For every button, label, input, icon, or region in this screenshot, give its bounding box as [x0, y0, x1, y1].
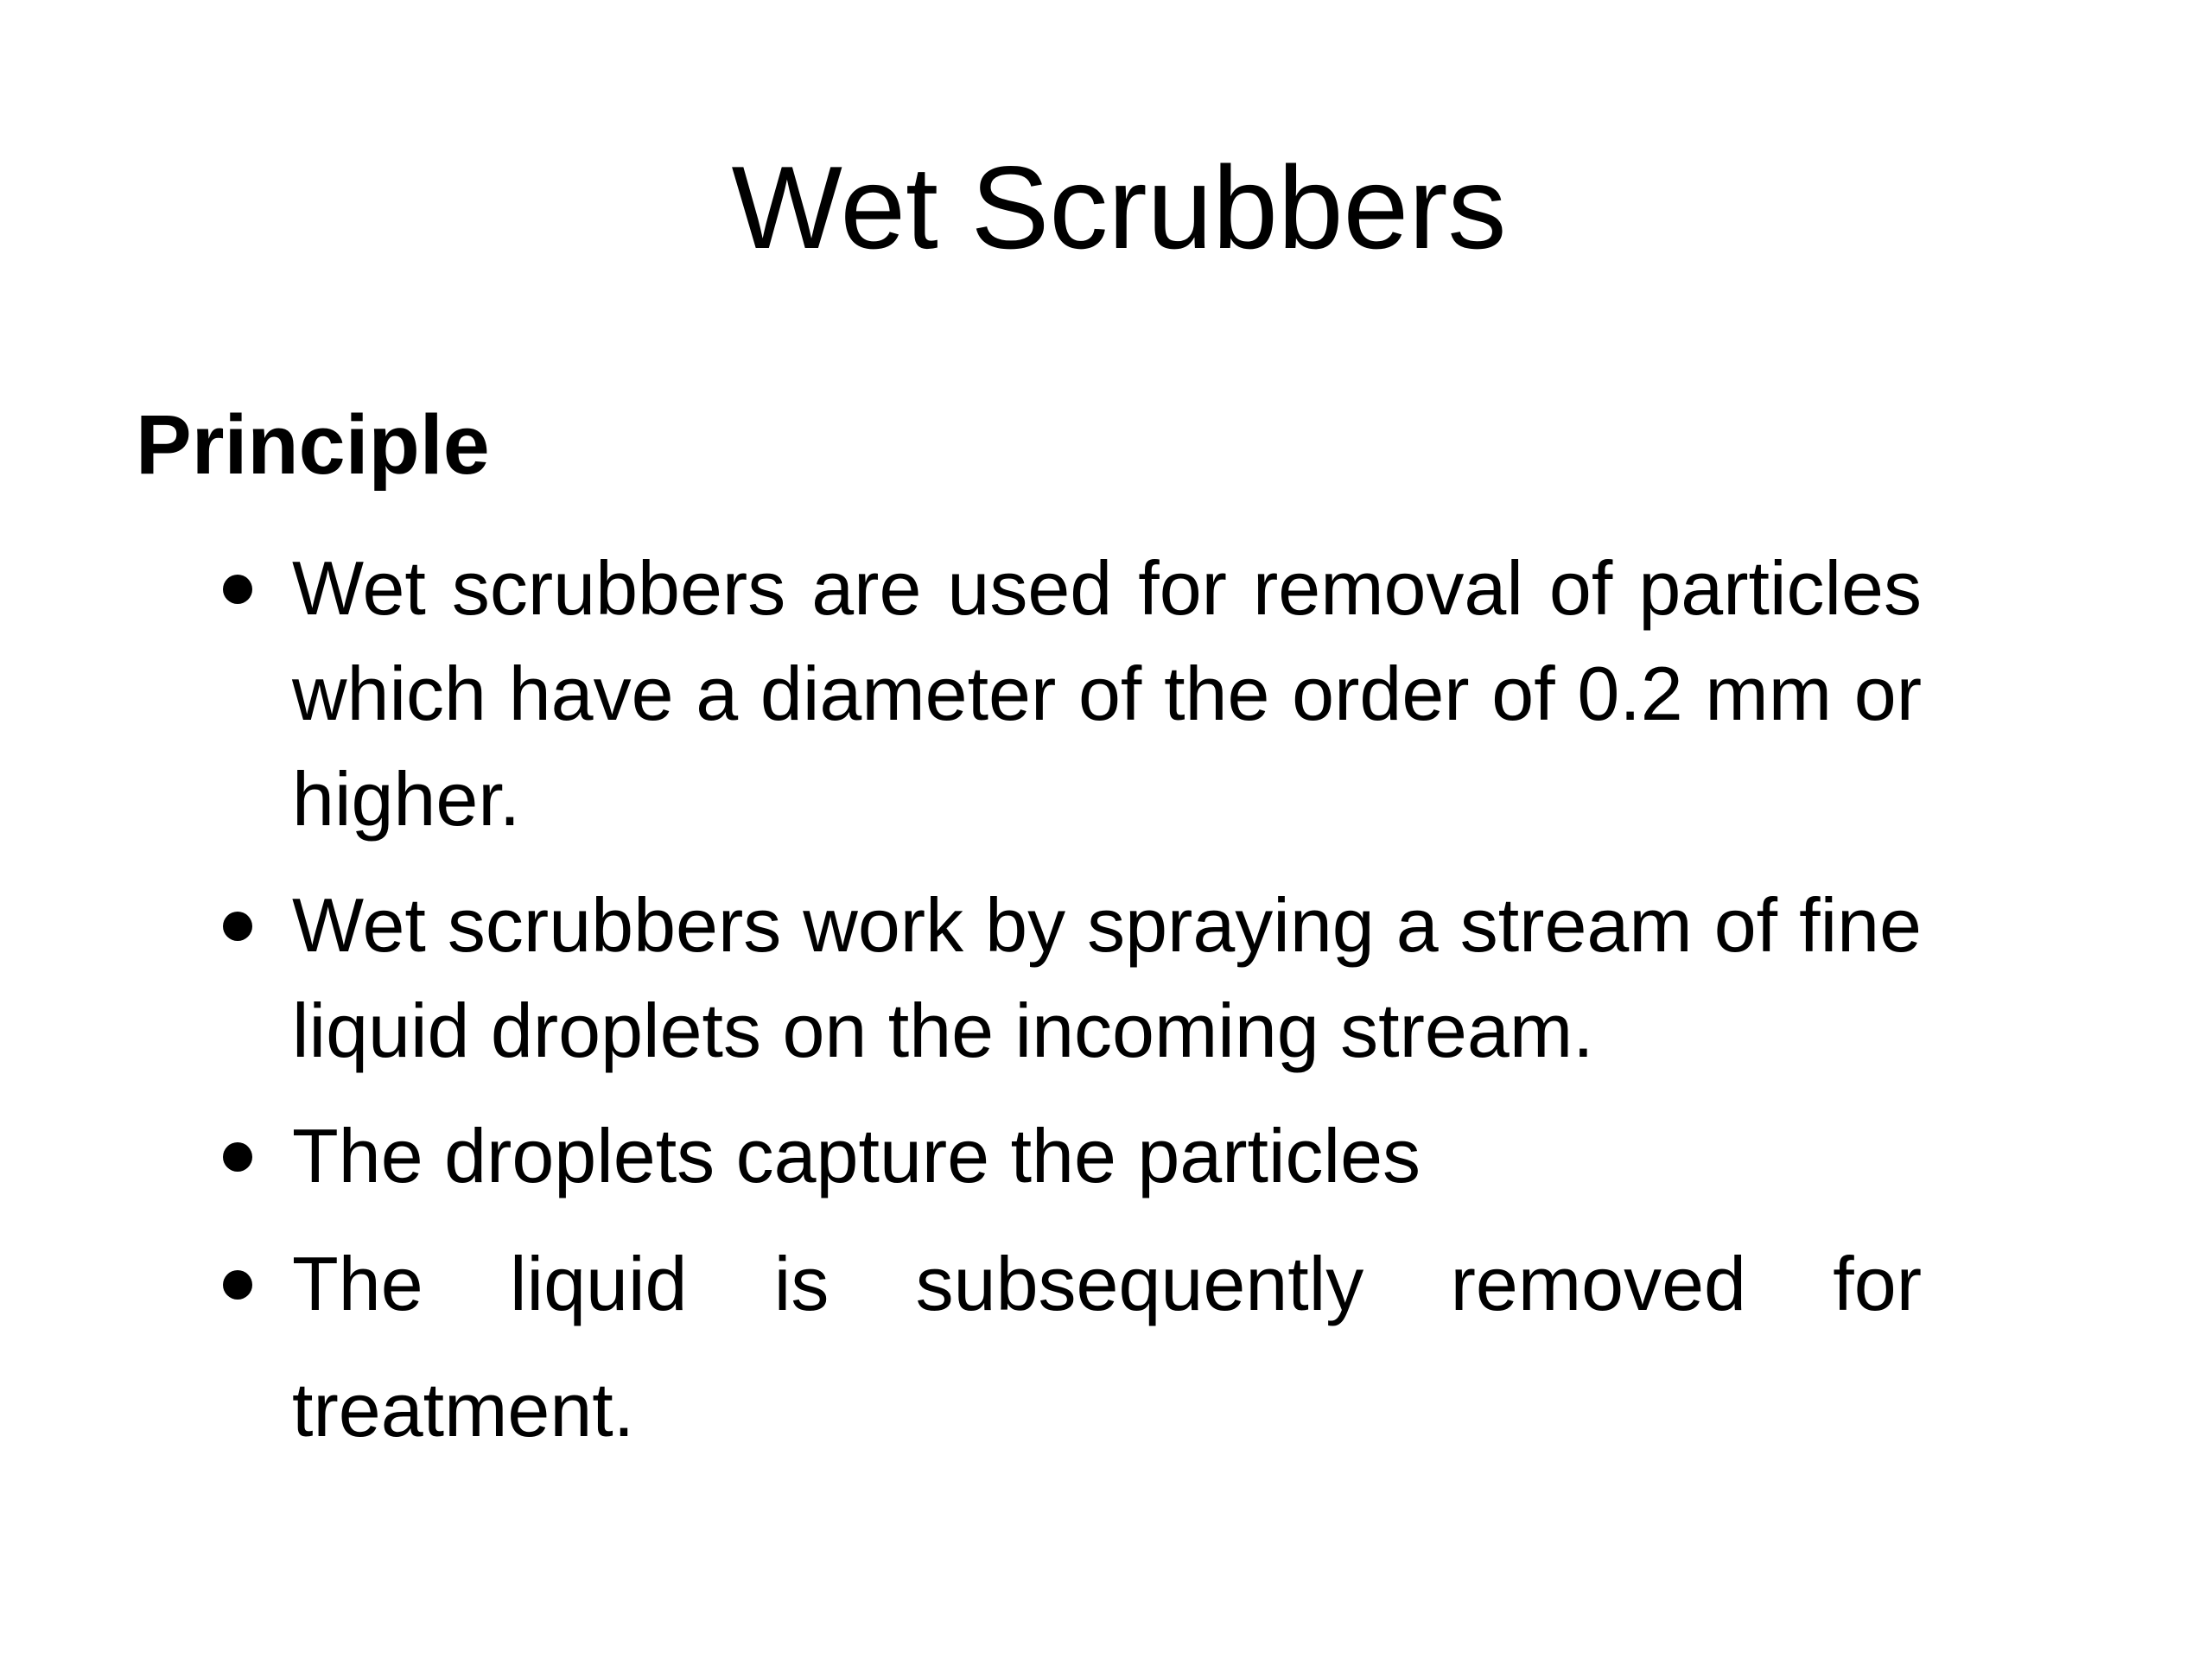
bullet-text: Wet scrubbers work by spraying a stream of fine liquid droplets on the incoming stream.	[292, 882, 1922, 1073]
slide-title: Wet Scrubbers	[731, 142, 1507, 273]
section-heading-principle: Principle	[136, 397, 490, 492]
bullet-dot-icon	[223, 912, 252, 941]
bullet-dot-icon	[223, 575, 252, 604]
bullet-text: The droplets capture the particles	[292, 1113, 1421, 1198]
bullet-text: The liquid is subsequently removed for treatment.	[292, 1241, 1922, 1452]
bullet-dot-icon	[223, 1270, 252, 1300]
bullet-text: Wet scrubbers are used for removal of particles which have a diameter of the order of 0.2 mm or higher.	[292, 545, 1922, 842]
bullet-dot-icon	[223, 1142, 252, 1172]
